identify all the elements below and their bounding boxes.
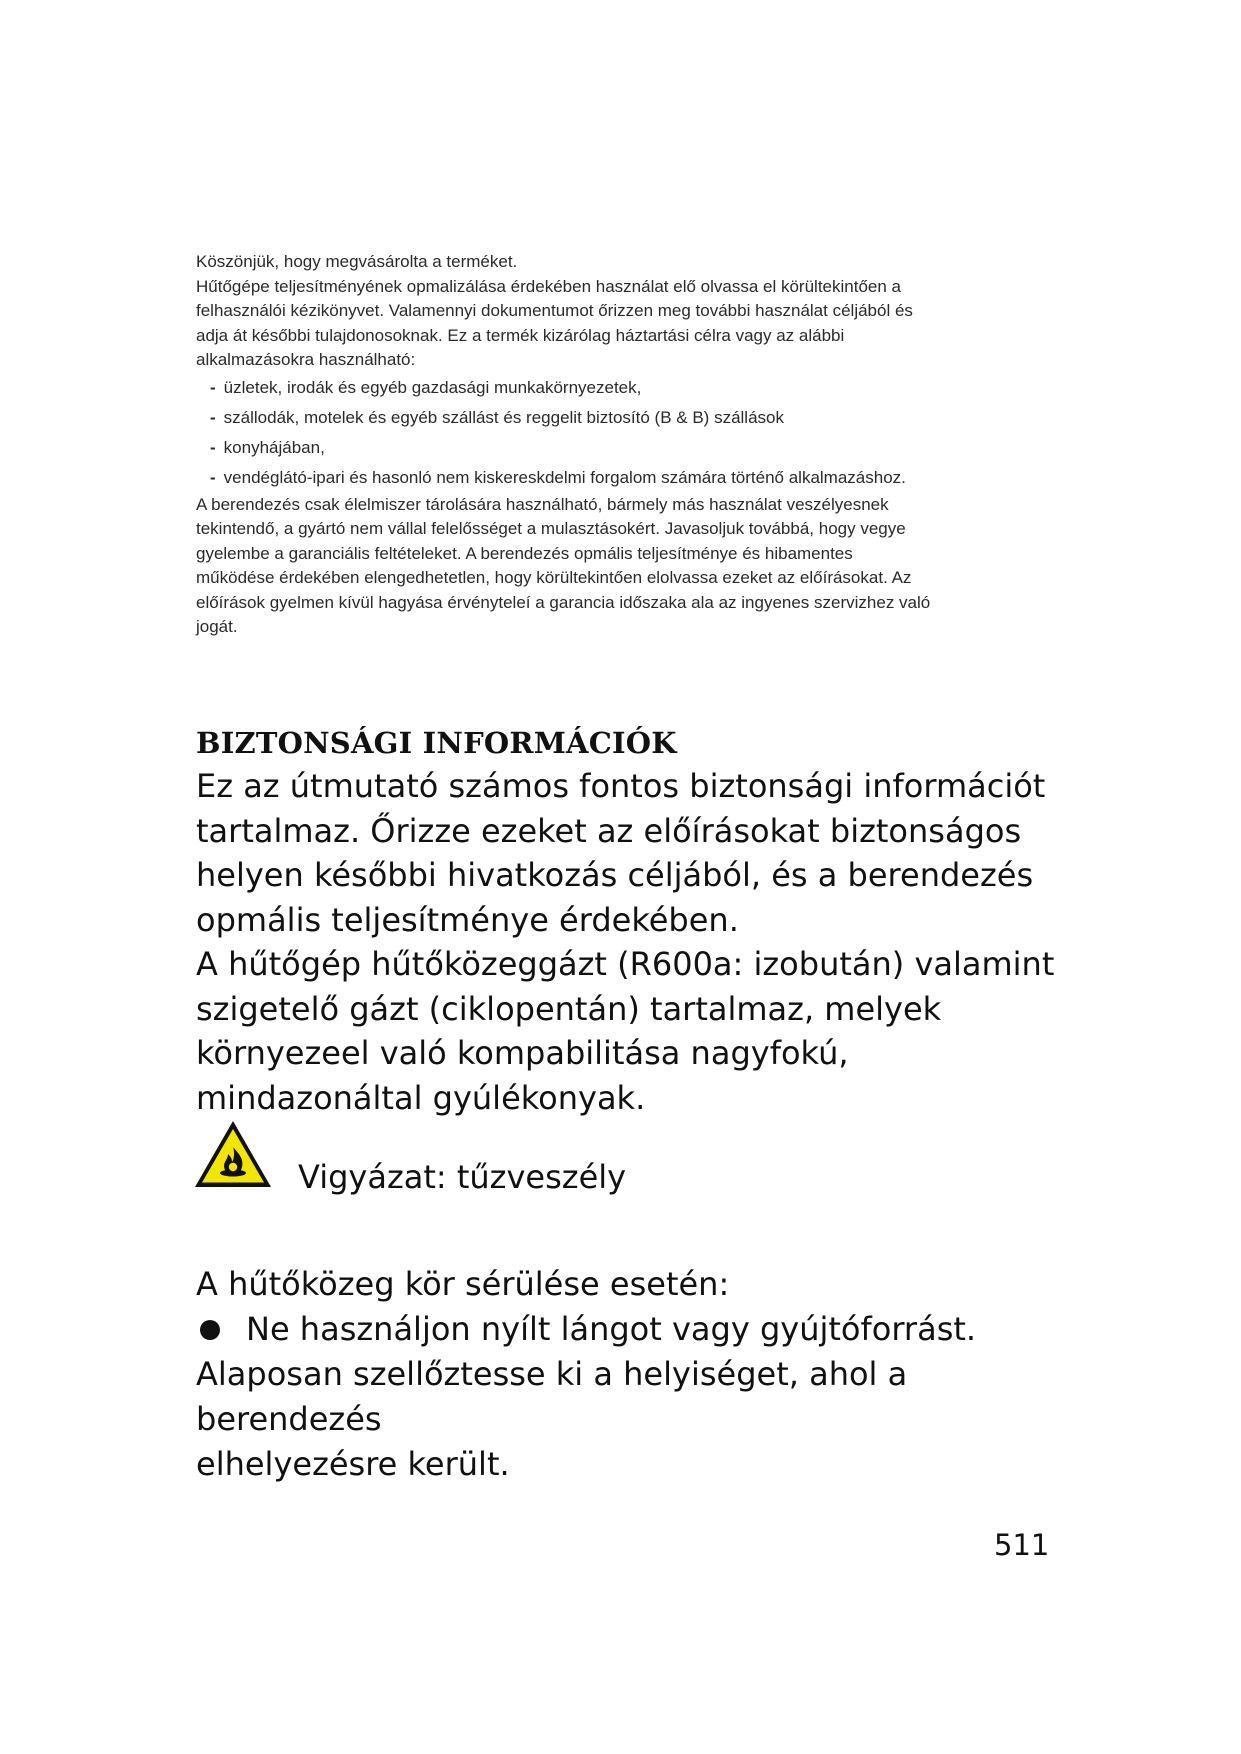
- safety-line: tartalmaz. Őrizze ezeket az előírásokat biztonságos: [196, 811, 1022, 850]
- closing-line: tekintendő, a gyártó nem vállal felelősséget a mulasztásokért. Javasoljuk továbbá, hogy vegye: [196, 519, 906, 538]
- closing-line: jogát.: [196, 617, 238, 636]
- safety-line: helyen későbbi hivatkozás céljából, és a berendezés: [196, 856, 1034, 894]
- ventilate-line: elhelyezésre került.: [196, 1445, 510, 1483]
- safety-heading: BIZTONSÁGI INFORMÁCIÓK: [196, 726, 677, 760]
- list-marker: -: [210, 437, 216, 457]
- bullet-item: [196, 1307, 1056, 1352]
- list-item-text: konyhájában,: [223, 437, 325, 457]
- list-item: [210, 433, 1016, 463]
- list-item: [210, 373, 1016, 403]
- safety-line: mindazonáltal gyúlékonyak.: [196, 1078, 646, 1117]
- warning-text: Vigyázat: tűzveszély: [298, 1158, 627, 1196]
- closing-line: előírások gyelmen kívül hagyása érvényteleí a garancia időszaka ala az ingyenes szervizhez való: [196, 592, 931, 612]
- list-item-text: üzletek, irodák és egyéb gazdasági munkakörnyezetek,: [223, 377, 642, 397]
- closing-line: gyelembe a garanciális feltételeket. A berendezés opmális teljesítménye és hibamentes: [196, 543, 853, 563]
- closing-line: A berendezés csak élelmiszer tárolására használható, bármely más használat veszélyesnek: [196, 494, 889, 514]
- bullet-text: Ne használjon nyílt lángot vagy gyújtóforrást.: [246, 1310, 977, 1348]
- leak-instructions: [196, 1262, 1056, 1487]
- bullet-icon: [200, 1320, 220, 1340]
- flammable-warning-icon: [192, 1118, 274, 1190]
- intro-line: Köszönjük, hogy megvásárolta a terméket.: [196, 252, 518, 271]
- list-item-text: szállodák, motelek és egyéb szállást és reggelit biztosító (B & B) szállások: [223, 407, 784, 427]
- list-marker: -: [210, 407, 216, 427]
- intro-line: adja át későbbi tulajdonosoknak. Ez a termék kizárólag háztartási célra vagy az alábbi: [196, 325, 845, 345]
- intro-section: [196, 250, 1016, 640]
- safety-line: Ez az útmutató számos fontos biztonsági információt: [196, 767, 1046, 805]
- usage-list: [196, 373, 1016, 493]
- safety-line: környezeel való kompabilitása nagyfokú,: [196, 1034, 849, 1072]
- safety-line: A hűtőgép hűtőközeggázt (R600a: izobután) valamint: [196, 945, 1055, 983]
- list-marker: -: [210, 377, 216, 397]
- list-item-text: vendéglátó-ipari és hasonló nem kiskereskdelmi forgalom számára történő alkalmazáshoz.: [223, 467, 906, 487]
- page-number: 511: [994, 1528, 1050, 1562]
- intro-line: felhasználói kézikönyvet. Valamennyi dokumentumot őrizzen meg további használat céljából és: [196, 301, 913, 320]
- closing-line: működése érdekében elengedhetetlen, hogy körültekintően elolvassa ezeket az előírásokat. Az: [196, 568, 912, 587]
- safety-body: [196, 764, 1056, 1120]
- list-marker: -: [210, 467, 216, 487]
- flame-core: [229, 1163, 237, 1171]
- intro-line: alkalmazásokra használható:: [196, 350, 416, 369]
- leak-intro: A hűtőközeg kör sérülése esetén:: [196, 1265, 730, 1303]
- list-item: [210, 403, 1016, 433]
- intro-line: Hűtőgépe teljesítményének opmalizálása érdekében használat elő olvassa el körültekintően a: [196, 276, 901, 296]
- fire-warning: [192, 1118, 892, 1218]
- ventilate-line: Alaposan szellőztesse ki a helyiséget, ahol a berendezés: [196, 1355, 908, 1438]
- list-item: [210, 463, 1016, 493]
- safety-line: opmális teljesítménye érdekében.: [196, 900, 739, 939]
- safety-line: szigetelő gázt (ciklopentán) tartalmaz, melyek: [196, 989, 942, 1028]
